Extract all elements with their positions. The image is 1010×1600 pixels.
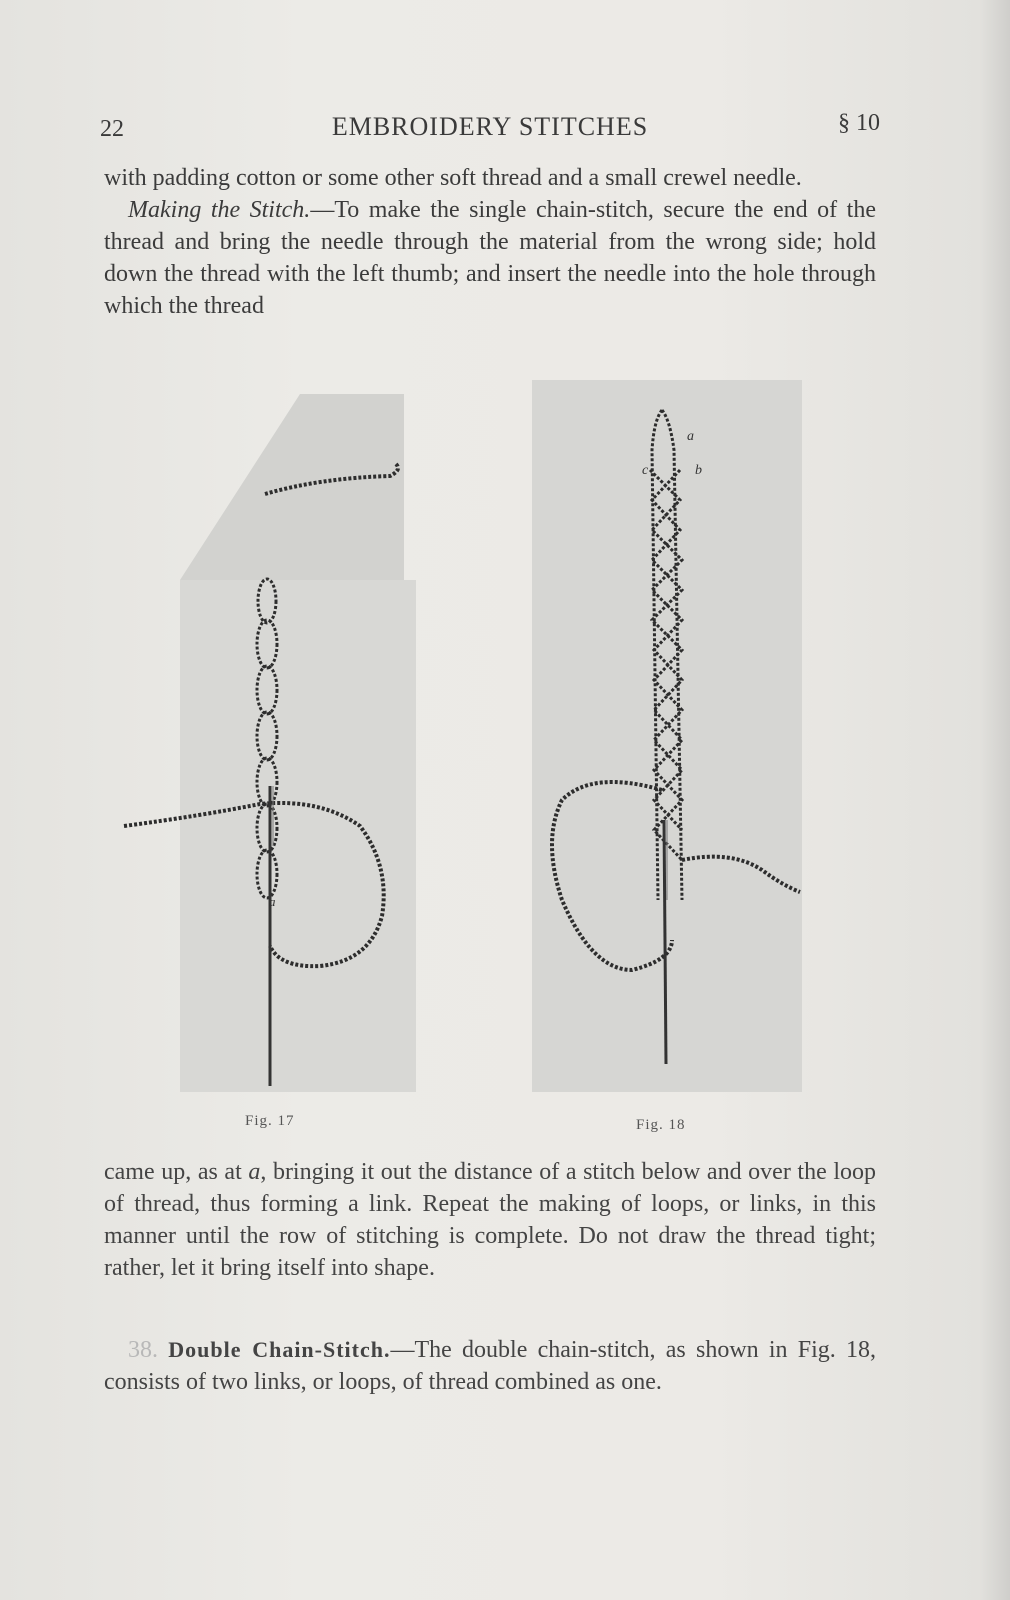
page-number: 22 [100,116,124,142]
section-heading: Double Chain-Stitch. [168,1337,391,1362]
paragraph-post: , bringing it out the distance of a stitch below and over the loop of thread, thus forming a link. Repeat the making of loops, or links, in this manner until the row of stitching is complete. Do not draw the thread tight; rather, let it bring itself into shape. [104,1159,876,1281]
figure-18-caption: Fig. 18 [636,1117,686,1133]
fabric-swatch [532,380,802,1092]
paragraph-body: The double chain-stitch, as shown in Fig. 18, consists of two links, or loops, of thread combined as one. [104,1337,876,1395]
fabric-swatch [180,580,416,1092]
figure-17-label-a: a [269,894,276,909]
paragraph-continuation [104,1156,876,1284]
paragraph-body: To make the single chain-stitch, secure the end of the thread and bring the needle through the material from the wrong side; hold down the thread with the left thumb; and insert the needle into the hole through which the thread [104,197,877,319]
figure-18-label-c: c [642,463,649,478]
em-dash: — [310,197,335,223]
figure-18-illustration [532,380,807,1095]
reference-a: a [248,1159,261,1185]
needle [664,820,666,1064]
paragraph-double-chain-stitch [104,1334,876,1398]
em-dash: — [390,1337,415,1363]
figure-17-illustration [120,386,420,1096]
figure-17-caption: Fig. 17 [245,1113,295,1129]
paragraph-pre: came up, as at [104,1159,249,1185]
paragraph-making-the-stitch [104,162,876,322]
figure-18-label-b: b [695,463,702,478]
running-title: EMBROIDERY STITCHES [331,112,649,141]
section-number: § 10 [838,110,880,136]
figure-18-label-a: a [687,429,694,444]
paragraph-lead: with padding cotton or some other soft thread and a small crewel needle. [104,165,802,191]
running-header [100,110,880,150]
subheading-making-the-stitch: Making the Stitch. [128,197,311,223]
article-number: 38. [128,1337,158,1363]
